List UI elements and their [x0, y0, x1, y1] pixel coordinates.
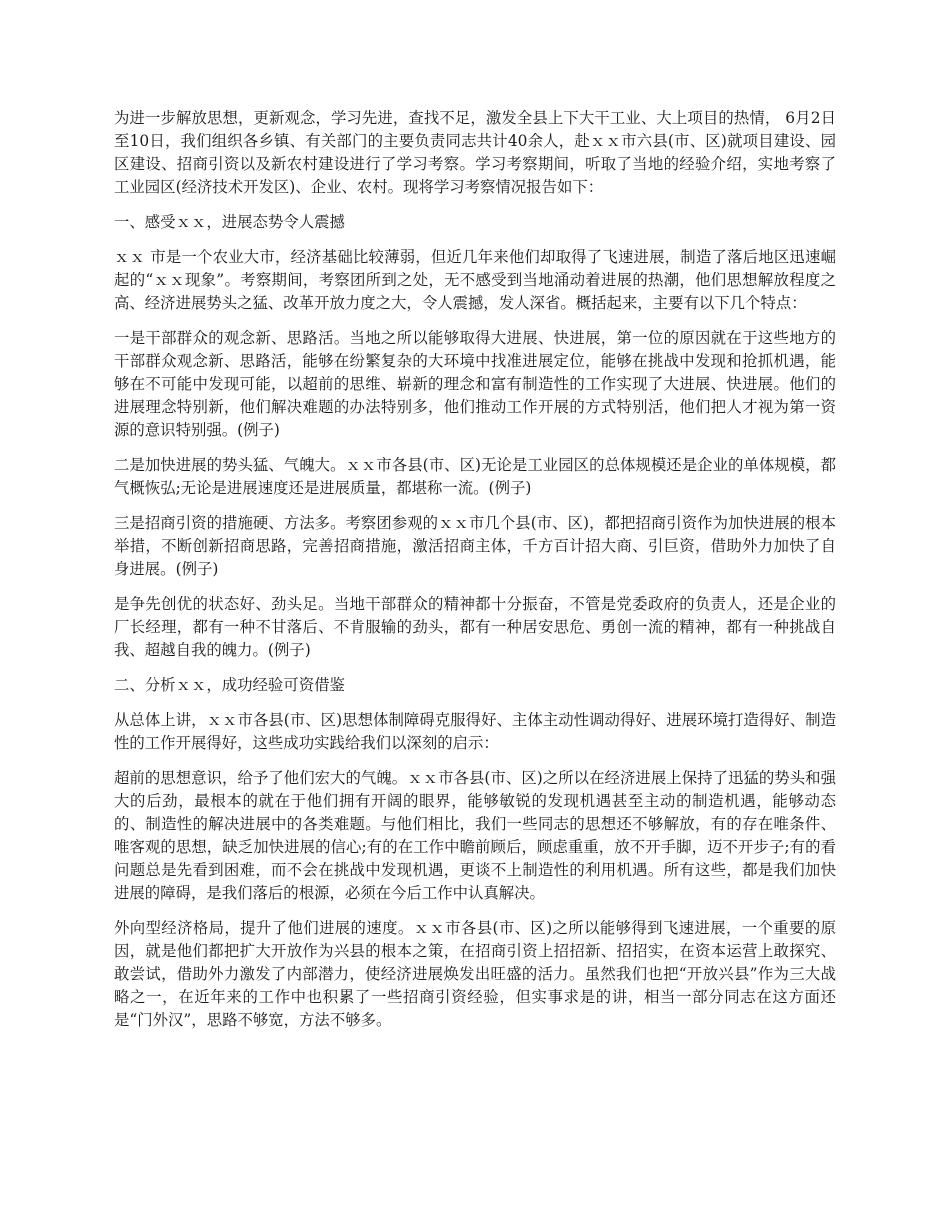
body-paragraph: 外向型经济格局，提升了他们进展的速度。ｘｘ市各县(市、区)之所以能够得到飞速进展，一个重要的原因，就是他们都把扩大开放作为兴县的根本之策，在招商引资上招招新、招招实，在资本运营上敢探究、敢尝试，借助外力激发了内部潜力，使经济进展焕发出旺盛的活力。虽然我们也把“开放兴县”作为三大战略之一，在近年来的工作中也积累了一些招商引资经验，但实事求是的讲，相当一部分同志在这方面还是“门外汉”，思路不够宽，方法不够多。	[114, 919, 836, 1029]
section-heading-2: 二、分析ｘｘ，成功经验可资借鉴	[114, 676, 345, 694]
body-paragraph: ｘｘ 市是一个农业大市，经济基础比较薄弱，但近几年来他们却取得了飞速进展，制造了落后地区迅速崛起的“ｘｘ现象”。考察期间，考察团所到之处，无不感受到当地涌动着进展的热潮，他们思想解放程度之高、经济进展势头之猛、改革开放力度之大，令人震撼，发人深省。概括起来，主要有以下几个特点：	[114, 248, 836, 312]
intro-paragraph: 为进一步解放思想，更新观念，学习先进，查找不足，激发全县上下大干工业、大上项目的热情， 6月2日至10日，我们组织各乡镇、有关部门的主要负责同志共计40余人，赴ｘｘ市六县(市、区)就项目建设、园区建设、招商引资以及新农村建设进行了学习考察。学习考察期间，听取了当地的经验介绍，实地考察了工业园区(经济技术开发区)、企业、农村。现将学习考察情况报告如下：	[114, 109, 836, 196]
body-paragraph: 一是干部群众的观念新、思路活。当地之所以能够取得大进展、快进展，第一位的原因就在于这些地方的干部群众观念新、思路活，能够在纷繁复杂的大环境中找准进展定位，能够在挑战中发现和抢抓机遇，能够在不可能中发现可能，以超前的思维、崭新的理念和富有制造性的工作实现了大进展、快进展。他们的进展理念特别新，他们解决难题的办法特别多，他们推动工作开展的方式特别活，他们把人才视为第一资源的意识特别强。(例子)	[114, 329, 836, 439]
body-paragraph: 从总体上讲，ｘｘ市各县(市、区)思想体制障碍克服得好、主体主动性调动得好、进展环境打造得好、制造性的工作开展得好，这些成功实践给我们以深刻的启示：	[114, 711, 836, 752]
body-paragraph: 三是招商引资的措施硬、方法多。考察团参观的ｘｘ市几个县(市、区)，都把招商引资作为加快进展的根本举措，不断创新招商思路，完善招商措施，激活招商主体，千方百计招大商、引巨资，借助外力加快了自身进展。(例子)	[114, 514, 836, 578]
body-paragraph: 二是加快进展的势头猛、气魄大。ｘｘ市各县(市、区)无论是工业园区的总体规模还是企业的单体规模，都气概恢弘;无论是进展速度还是进展质量，都堪称一流。(例子)	[114, 456, 836, 497]
body-paragraph: 超前的思想意识，给予了他们宏大的气魄。ｘｘ市各县(市、区)之所以在经济进展上保持了迅猛的势头和强大的后劲，最根本的就在于他们拥有开阔的眼界，能够敏锐的发现机遇甚至主动的制造机遇，能够动态的、制造性的解决进展中的各类难题。与他们相比，我们一些同志的思想还不够解放，有的存在唯条件、唯客观的思想，缺乏加快进展的信心;有的在工作中瞻前顾后，顾虑重重，放不开手脚，迈不开步子;有的看问题总是先看到困难，而不会在挑战中发现机遇，更谈不上制造性的利用机遇。所有这些，都是我们加快进展的障碍，是我们落后的根源，必须在今后工作中认真解决。	[114, 769, 836, 902]
section-heading-1: 一、感受ｘｘ，进展态势令人震撼	[114, 213, 345, 231]
document-body	[114, 107, 836, 1044]
body-paragraph: 是争先创优的状态好、劲头足。当地干部群众的精神都十分振奋，不管是党委政府的负责人，还是企业的厂长经理，都有一种不甘落后、不肯服输的劲头，都有一种居安思危、勇创一流的精神，都有一种挑战自我、超越自我的魄力。(例子)	[114, 595, 836, 659]
